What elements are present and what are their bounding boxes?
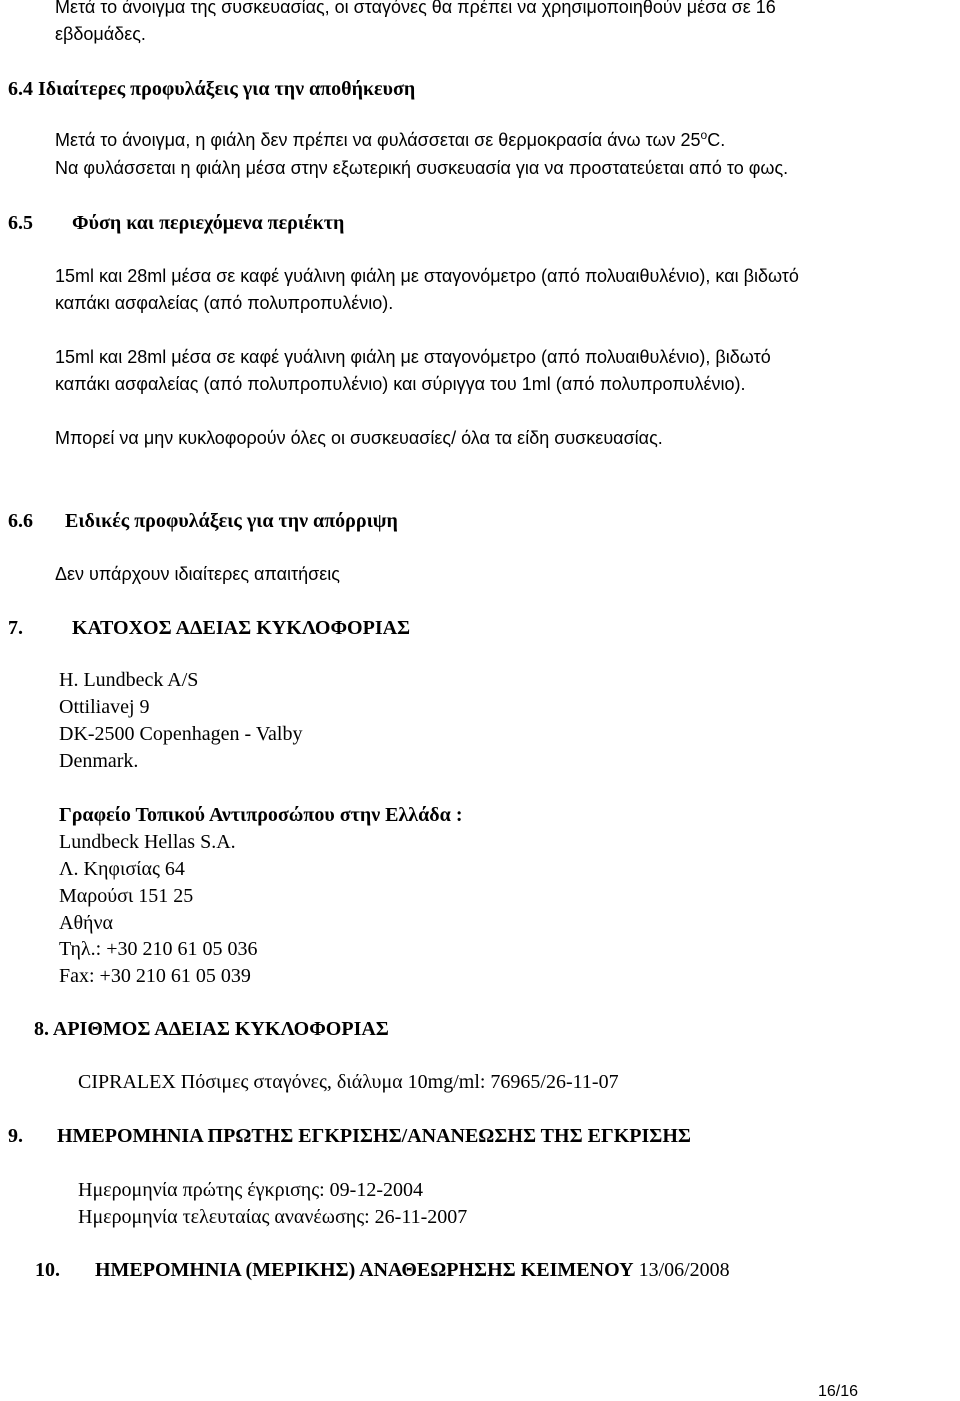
intro-line-2: εβδομάδες. [55, 24, 146, 44]
s64-line-1-pre: Μετά το άνοιγμα, η φιάλη δεν πρέπει να φυλάσσεται σε θερμοκρασία άνω των 25 [55, 130, 701, 150]
s64-line-1 [55, 128, 726, 150]
s64-line-1-post: C. [707, 130, 726, 150]
local-representative-title: Γραφείο Τοπικού Αντιπροσώπου στην Ελλάδα : [59, 804, 463, 826]
heading-9-number: 9. [8, 1125, 23, 1147]
heading-7 [8, 618, 928, 642]
heading-6-5 [8, 213, 928, 237]
holder-line-1: H. Lundbeck A/S [59, 669, 199, 691]
holder-line-3: DK-2500 Copenhagen - Valby [59, 723, 303, 745]
first-authorisation-date: Ημερομηνία πρώτης έγκρισης: 09-12-2004 [78, 1179, 423, 1201]
rep-phone: Τηλ.: +30 210 61 05 036 [59, 938, 258, 960]
s66-text: Δεν υπάρχουν ιδιαίτερες απαιτήσεις [55, 564, 340, 584]
heading-7-number: 7. [8, 617, 23, 639]
heading-6-4: 6.4 Ιδιαίτερες προφυλάξεις για την αποθήκευση [8, 78, 416, 100]
heading-10-title: ΗΜΕΡΟΜΗΝΙΑ (ΜΕΡΙΚΗΣ) ΑΝΑΘΕΩΡΗΣΗΣ ΚΕΙΜΕΝΟΥ [95, 1259, 634, 1281]
s65-p2-line-1: 15ml και 28ml μέσα σε καφέ γυάλινη φιάλη με σταγονόμετρο (από πολυαιθυλένιο), βιδωτό [55, 347, 771, 367]
s64-line-2: Να φυλάσσεται η φιάλη μέσα στην εξωτερική συσκευασία για να προστατεύεται από το φως. [55, 158, 789, 178]
rep-line-4: Αθήνα [59, 912, 114, 934]
s8-text: CIPRALEX Πόσιμες σταγόνες, διάλυμα 10mg/ml: 76965/26-11-07 [78, 1071, 619, 1093]
page-number: 16/16 [818, 1383, 859, 1400]
heading-6-6-number: 6.6 [8, 510, 33, 532]
heading-7-title: ΚΑΤΟΧΟΣ ΑΔΕΙΑΣ ΚΥΚΛΟΦΟΡΙΑΣ [72, 617, 411, 639]
intro-line-1 [55, 0, 941, 16]
holder-line-4: Denmark. [59, 750, 139, 772]
heading-10 [35, 1260, 935, 1284]
heading-6-6-title: Ειδικές προφυλάξεις για την απόρριψη [65, 510, 398, 532]
heading-8: 8. ΑΡΙΘΜΟΣ ΑΔΕΙΑΣ ΚΥΚΛΟΦΟΡΙΑΣ [34, 1018, 389, 1040]
rep-fax: Fax: +30 210 61 05 039 [59, 965, 251, 987]
heading-10-body [95, 1260, 730, 1280]
rep-line-3: Μαρούσι 151 25 [59, 885, 194, 907]
heading-6-5-number: 6.5 [8, 212, 33, 234]
heading-6-6 [8, 511, 928, 535]
revision-date: 13/06/2008 [638, 1259, 730, 1281]
degree-superscript: o [700, 128, 708, 142]
rep-line-2: Λ. Κηφισίας 64 [59, 858, 185, 880]
intro-line-1-text: Μετά το άνοιγμα της συσκευασίας, οι σταγόνες θα πρέπει να χρησιμοποιηθούν μέσα σε 16 [55, 0, 776, 17]
heading-9-title: ΗΜΕΡΟΜΗΝΙΑ ΠΡΩΤΗΣ ΕΓΚΡΙΣΗΣ/ΑΝΑΝΕΩΣΗΣ ΤΗΣ ΕΓΚΡΙΣΗΣ [57, 1125, 691, 1147]
heading-10-number: 10. [35, 1259, 60, 1281]
heading-6-5-title: Φύση και περιεχόμενα περιέκτη [72, 212, 345, 234]
renewal-date: Ημερομηνία τελευταίας ανανέωσης: 26-11-2007 [78, 1206, 468, 1228]
s65-p1-line-1: 15ml και 28ml μέσα σε καφέ γυάλινη φιάλη με σταγονόμετρο (από πολυαιθυλένιο), και βιδωτό [55, 266, 799, 286]
holder-line-2: Ottiliavej 9 [59, 696, 150, 718]
heading-9 [8, 1126, 928, 1150]
s65-p2-line-2: καπάκι ασφαλείας (από πολυπροπυλένιο) και σύριγγα του 1ml (από πολυπροπυλένιο). [55, 374, 746, 394]
s65-p1-line-2: καπάκι ασφαλείας (από πολυπροπυλένιο). [55, 293, 394, 313]
rep-line-1: Lundbeck Hellas S.A. [59, 831, 236, 853]
s65-p3: Μπορεί να μην κυκλοφορούν όλες οι συσκευασίες/ όλα τα είδη συσκευασίας. [55, 428, 663, 448]
